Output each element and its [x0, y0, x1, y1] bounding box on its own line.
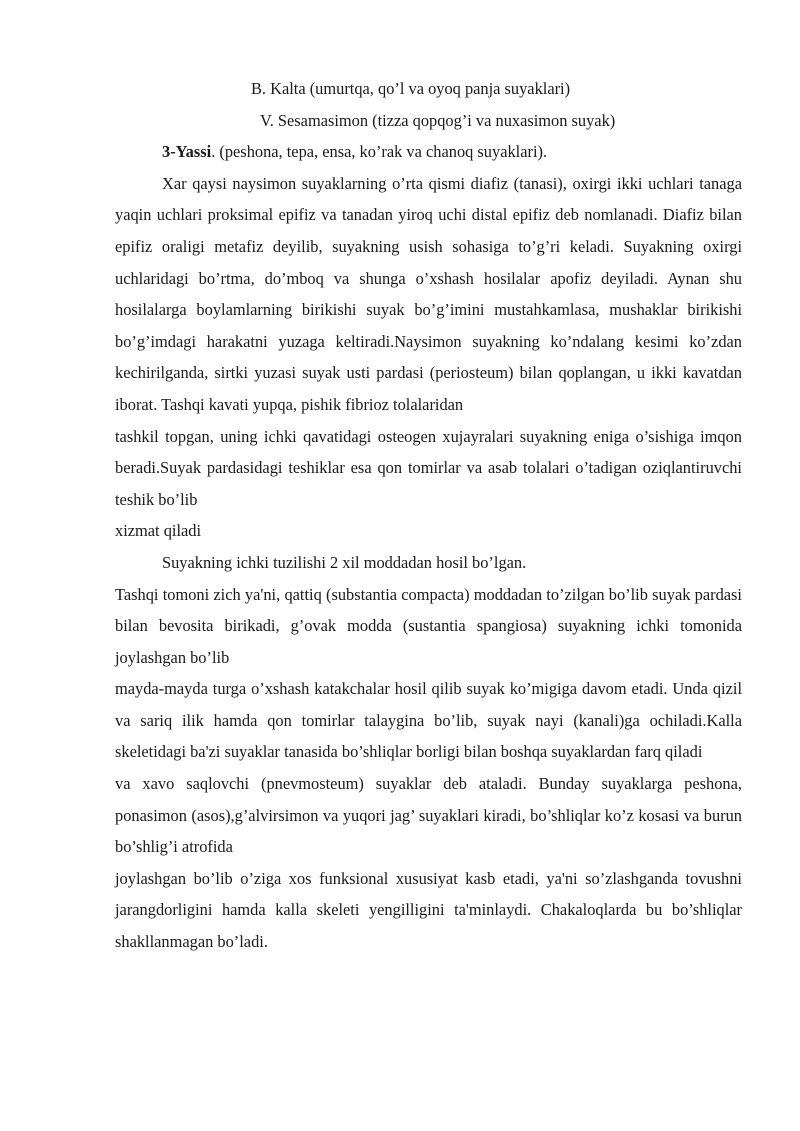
paragraph-5: Tashqi tomoni zich ya'ni, qattiq (substantia compacta) moddadan to’zilgan bo’lib suyak pardasi bilan bevosita birikadi, g’ovak modda (sustantia spangiosa) suyakning ichki tomonida joylashgan bo’lib — [115, 584, 742, 667]
document-body — [115, 73, 742, 958]
section-text: . (peshona, tepa, ensa, ko’rak va chanoq suyaklari). — [211, 142, 548, 162]
paragraph-6: mayda-mayda turga o’xshash katakchalar hosil qilib suyak ko’migiga davom etadi. Unda qizil va sariq ilik hamda qon tomirlar talaygina bo’lib, suyak nayi (kanali)ga ochiladi.Kalla skeletidagi ba'zi suyaklar tanasida bo’shliqlar borligi bilan boshqa suyaklardan farq qiladi — [115, 679, 742, 762]
paragraph-3: xizmat qiladi — [115, 521, 202, 541]
paragraph-4: Suyakning ichki tuzilishi 2 xil moddadan hosil bo’lgan. — [162, 552, 527, 572]
paragraph-7: va xavo saqlovchi (pnevmosteum) suyaklar deb ataladi. Bunday suyaklarga peshona, ponasimon (asos),g’alvirsimon va yuqori jag’ suyaklari kiradi, bo’shliqlar ko’z kosasi va burun bo’shlig’i atrofida — [115, 774, 742, 857]
paragraph-2: tashkil topgan, uning ichki qavatidagi osteogen xujayralari suyakning eniga o’sishiga imqon beradi.Suyak pardasidagi teshiklar esa qon tomirlar va asab tolalari o’tadigan oziqlantiruvchi teshik bo’lib — [115, 426, 742, 509]
paragraph-8: joylashgan bo’lib o’ziga xos funksional xususiyat kasb etadi, ya'ni so’zlashganda tovushni jarangdorligini hamda kalla skeleti yengilligini ta'minlaydi. Chakaloqlarda bu bo’shliqlar shakllanmagan bo’ladi. — [115, 868, 742, 952]
section-heading-3 — [115, 136, 742, 168]
list-item-v: V. Sesamasimon (tizza qopqog’i va nuxasimon suyak) — [260, 110, 616, 130]
list-item-b: B. Kalta (umurtqa, qo’l va oyoq panja suyaklari) — [251, 79, 571, 98]
section-label: 3-Yassi — [162, 142, 212, 162]
paragraph-1: Xar qaysi naysimon suyaklarning o’rta qismi diafiz (tanasi), oxirgi ikki uchlari tanaga yaqin uchlari proksimal epifiz va tanadan yiroq uchi distal epifiz deb nomlanadi. Diafiz bilan epifiz oraligi metafiz deyilib, suyakning usish sohasiga to’g’ri keladi. Suyakning oxirgi uchlaridagi bo’rtma, do’mboq va shunga o’xshash hosilalar apofiz deyiladi. Aynan shu hosilalarga boylamlarning birikishi suyak bo’g’imini mustahkamlasa, mushaklar birikishi bo’g’imdagi harakatni yuzaga keltiradi.Naysimon suyakning ko’ndalang kesimi ko’zdan kechirilganda, sirtki yuzasi suyak usti pardasi (periosteum) bilan qoplangan, u ikki kavatdan iborat. Tashqi kavati yupqa, pishik fibrioz tolalaridan — [115, 173, 742, 414]
